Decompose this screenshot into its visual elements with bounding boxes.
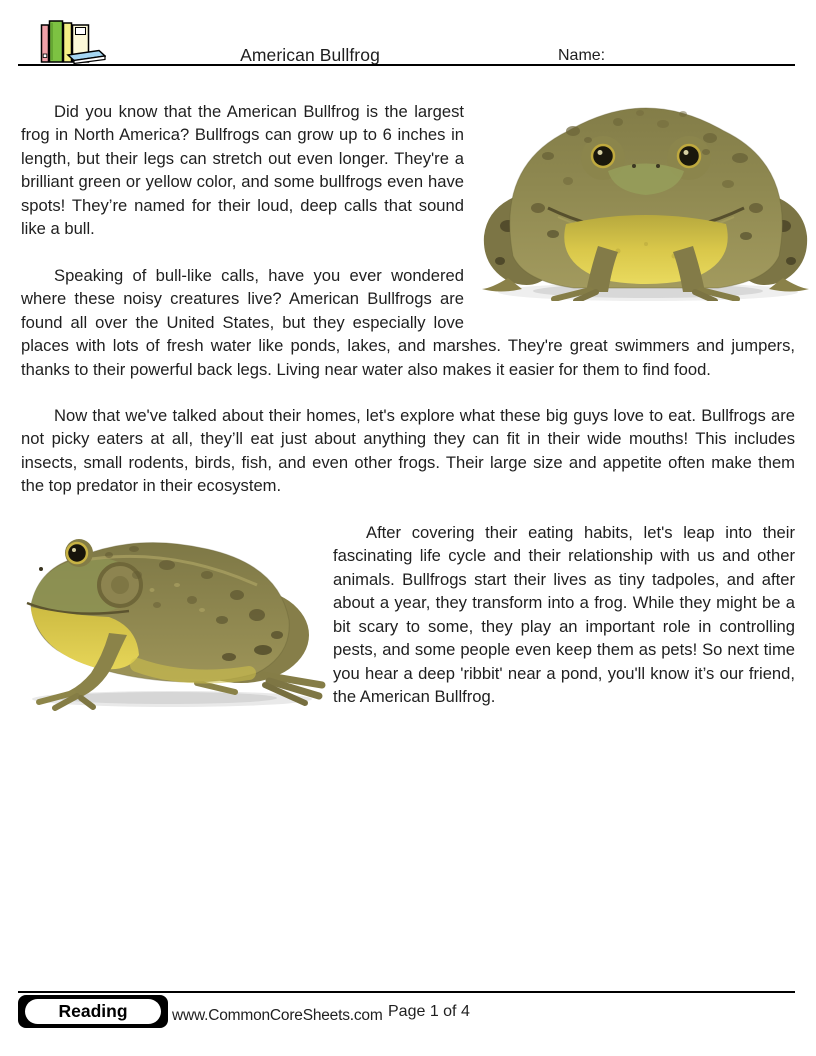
passage-paragraph-4: After covering their eating habits, let's leap into their fascinating life cycle and their relationship with us and other animals. Bullfrogs start their lives as tiny tadpoles, and after about a year, they transform into a frog. While they might be a bit scary to some, they play an important role in controlling pests, and some people even keep them as pets! So next time you hear a deep 'ribbit' near a pond, you'll know it’s our friend, the American Bullfrog.: [333, 522, 795, 706]
passage-paragraph-2: Speaking of bull-like calls, have you ever wondered where these noisy creatures live? American Bullfrogs are found all over the United States, but they especially love places with lots of fresh water like ponds, lakes, and marshes. They're great swimmers and jumpers, thanks to their powerful back legs. Living near water also makes it easier for them to find food.: [21, 265, 795, 379]
name-label: Name:: [558, 47, 606, 64]
name-blank-line[interactable]: [600, 52, 795, 66]
passage-paragraph-1: Did you know that the American Bullfrog is the largest frog in North America? Bullfrogs can grow up to 6 inches in length, but their legs can stretch out even longer. They're a brilliant green or yellow color, and some bullfrogs even have spots! They’re named for their loud, deep calls that sound like a bull.: [21, 102, 464, 239]
bullfrog-front-illustration: [478, 96, 813, 301]
page-number: Page 1 of 4: [388, 1003, 470, 1020]
paragraph-4-block: [21, 521, 795, 709]
books-logo-icon: [40, 16, 106, 64]
bullfrog-side-illustration: [17, 515, 329, 711]
passage-paragraph-3: Now that we've talked about their homes, let's explore what these big guys love to eat. Bullfrogs are not picky eaters at all, they’ll eat just about anything they can fit in their wide mouths! This includes insects, small rodents, birds, fish, and even other frogs. Their large size and appetite often make them the top predator in their ecosystem.: [21, 405, 795, 496]
reading-badge-label: Reading: [25, 999, 161, 1024]
reading-category-badge: [18, 995, 168, 1028]
bullfrog-front-photo: [478, 96, 813, 322]
footer-rule: [18, 991, 795, 993]
website-url: www.CommonCoreSheets.com: [172, 1007, 383, 1024]
reading-passage: [21, 100, 795, 711]
bullfrog-side-photo: [17, 515, 329, 711]
page-title: American Bullfrog: [240, 45, 380, 65]
